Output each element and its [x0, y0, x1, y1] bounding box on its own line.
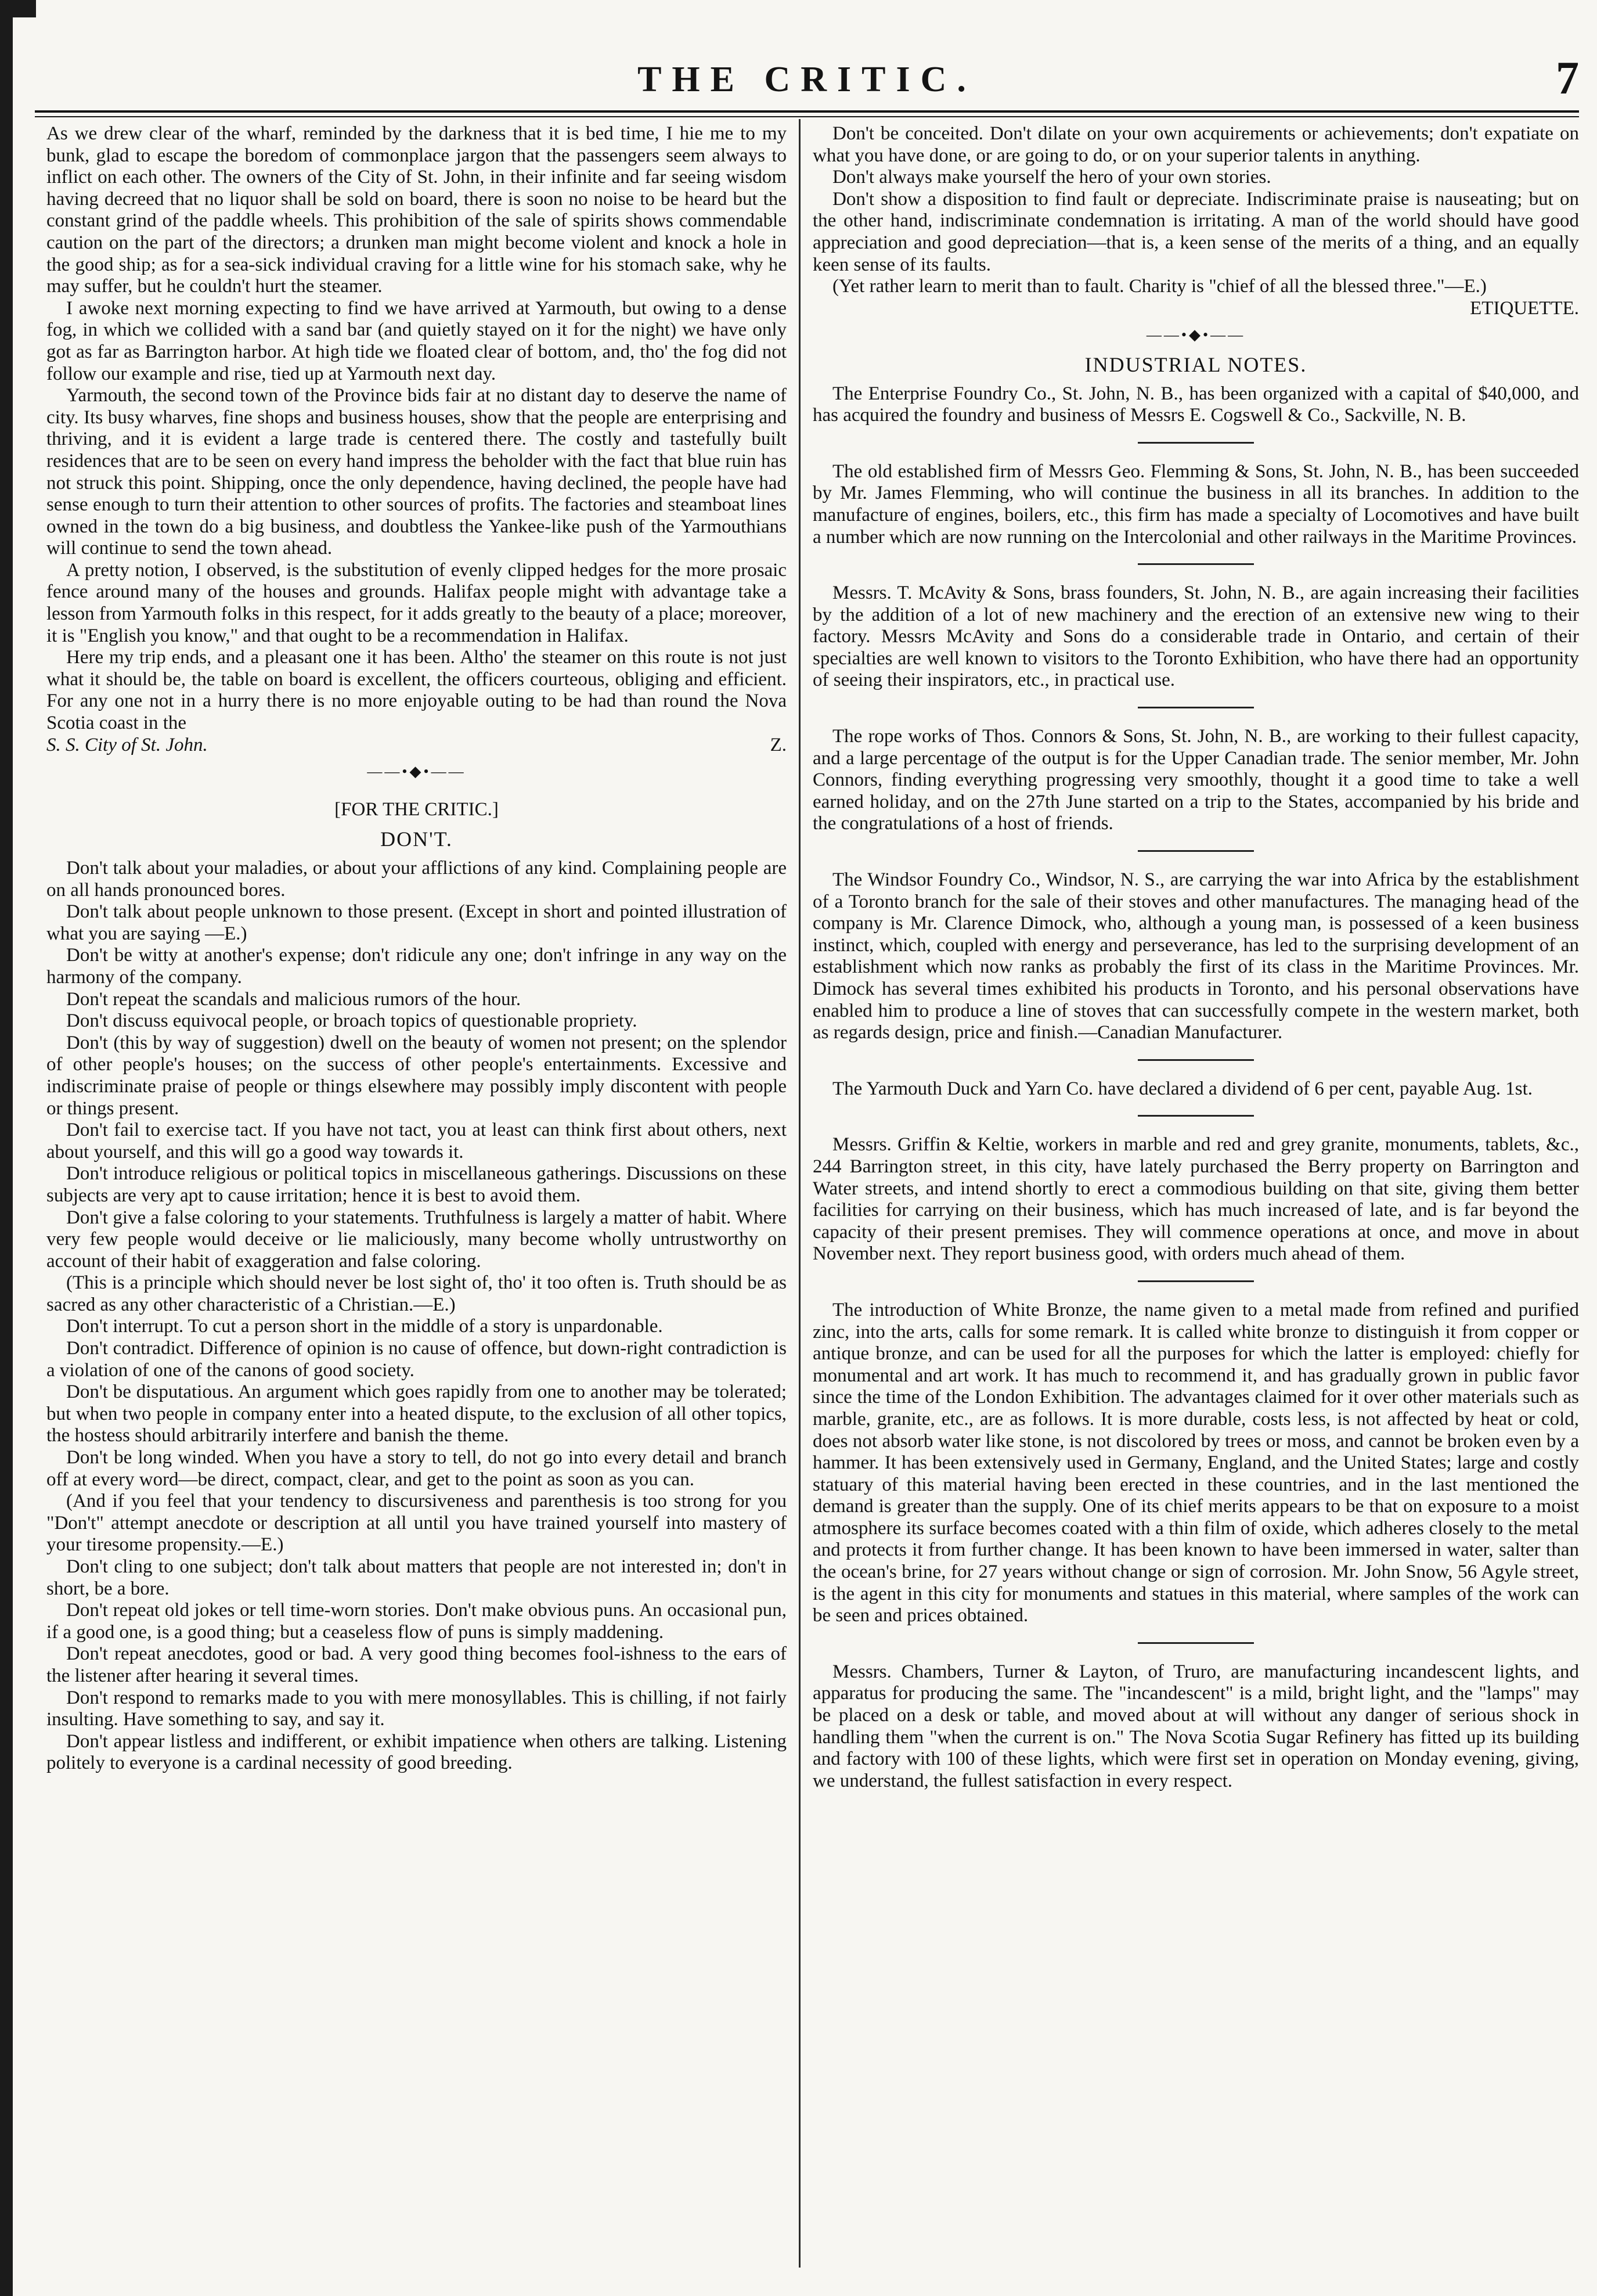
masthead-rule-thin	[35, 116, 1579, 117]
note-divider	[1138, 1059, 1254, 1061]
yarmouth-paragraph: A pretty notion, I observed, is the substitution of evenly clipped hedges for the more prosaic fence around many of the houses and grounds. Halifax people might with advantage take a lesson from Yarmouth folks in this respect, for it adds greatly to the beauty of a place; moreover, it is "English you know," and that ought to be a recommendation in Halifax.	[46, 559, 787, 646]
ship-name: S. S. City of St. John.	[46, 734, 208, 755]
dont-item: Don't show a disposition to find fault or depreciate. Indiscriminate praise is nauseating; but on the other hand, indiscriminate condemnation is irritating. A man of the world should have good appreciation and good depreciation—that is, a keen sense of the merits of a thing, and an equally keen sense of its faults.	[813, 188, 1579, 275]
note-divider	[1138, 1115, 1254, 1117]
industrial-note: The old established firm of Messrs Geo. Flemming & Sons, St. John, N. B., has been succeeded by Mr. James Flemming, who will continue the business in all its branches. In addition to the manufacture of engines, boilers, etc., this firm has made a specialty of Locomotives and have built a number which are now running on the Intercolonial and other railways in the Maritime Provinces.	[813, 460, 1579, 548]
dont-item: Don't repeat the scandals and malicious rumors of the hour.	[66, 988, 521, 1010]
column-divider	[799, 119, 801, 2268]
donts-heading: DON'T.	[380, 827, 453, 851]
byline: [FOR THE CRITIC.]	[334, 798, 499, 820]
dont-item: Don't respond to remarks made to you with mere monosyllables. This is chilling, if not fairly insulting. Have something to say, and say it.	[46, 1687, 787, 1730]
article-signature: ETIQUETTE.	[1470, 297, 1579, 319]
industrial-note: Messrs. T. McAvity & Sons, brass founders, St. John, N. B., are again increasing their facilities by the addition of a lot of new machinery and the erection of an extensive new wing to their factory. Messrs McAvity and Sons do a considerable trade in Ontario, and certain of their specialties are well known to visitors to the Toronto Exhibition, who have there had an opportunity of seeing their inspirators, etc., in practical use.	[813, 582, 1579, 691]
dont-item: Don't cling to one subject; don't talk about matters that people are not interested in; don't in short, be a bore.	[46, 1556, 787, 1599]
note-divider	[1138, 442, 1254, 444]
yarmouth-paragraph: Here my trip ends, and a pleasant one it has been. Altho' the steamer on this route is not just what it should be, the table on board is excellent, the officers courteous, obliging and efficient. For any one not in a hurry there is no more enjoyable outing to be had than round the Nova Scotia coast in the	[46, 647, 787, 734]
dont-item: Don't talk about people unknown to those present. (Except in short and pointed illustration of what you are saying —E.)	[46, 901, 787, 944]
dont-item: Don't fail to exercise tact. If you have not tact, you at least can think first about others, next about yourself, and this will go a good way towards it.	[46, 1120, 787, 1163]
dont-item: (And if you feel that your tendency to discursiveness and parenthesis is too strong for you "Don't" attempt anecdote or description at all until you have trained yourself into mastery of your tiresome propensity.—E.)	[46, 1491, 787, 1556]
scan-corner	[13, 0, 36, 17]
note-divider	[1138, 1280, 1254, 1282]
section-ornament: ——•◆•——	[367, 763, 466, 780]
industrial-note: The introduction of White Bronze, the name given to a metal made from refined and purified zinc, into the arts, calls for some remark. It is called white bronze to distinguish it from copper or antique bronze, and can be used for all the purposes for which the latter is employed: chiefly for monumental and art work. It has much to recommend it, and has gradually grown in public favor since the time of the London Exhibition. The advantages claimed for it over other materials such as marble, granite, etc., are as follows. It is more durable, costs less, is not affected by heat or cold, does not absorb water like stone, is not discolored by trees or moss, and cannot be broken even by a hammer. It has been extensively used in Germany, England, and the United States; large and costly statuary of this material having been erected in these countries, and in the last mentioned the demand is greater than the supply. One of its chief merits appears to be that on exposure to a moist atmosphere its surface becomes coated with a thin film of oxide, which adheres closely to the metal and protects it from further change. It has been known to have been immersed in water, salter than the ocean's brine, for 27 years without change or sign of corrosion. Mr. John Snow, 56 Agyle street, is the agent in this city for monuments and statues in this material, where samples of the work can be seen and prices obtained.	[813, 1299, 1579, 1626]
dont-item: Don't contradict. Difference of opinion is no cause of offence, but down-right contradiction is a violation of one of the canons of good society.	[46, 1338, 787, 1381]
note-divider	[1138, 563, 1254, 565]
industrial-note: Messrs. Griffin & Keltie, workers in marble and red and grey granite, monuments, tablets, &c., 244 Barrington street, in this city, have lately purchased the Berry property on Barrington and Water streets, and intend shortly to erect a commodious building on that site, giving them better facilities for carrying on their business, which has much increased of late, and is far beyond the capacity of their present premises. They will commence operations at once, and move in about November next. They report business good, with orders much ahead of them.	[813, 1134, 1579, 1265]
dont-item: (Yet rather learn to merit than to fault. Charity is "chief of all the blessed three."—E.)	[832, 276, 1487, 297]
yarmouth-paragraph: I awoke next morning expecting to find we have arrived at Yarmouth, but owing to a dense fog, in which we collided with a sand bar (and quietly stayed on it for the night) we have only got as far as Barrington harbor. At high tide we floated clear of bottom, and, tho' the fog did not follow our example and rise, tied up at Yarmouth next day.	[46, 297, 787, 384]
scan-edge	[0, 0, 13, 2296]
industrial-note: The Enterprise Foundry Co., St. John, N. B., has been organized with a capital of $40,000, and has acquired the foundry and business of Messrs E. Cogswell & Co., Sackville, N. B.	[813, 383, 1579, 426]
dont-item: Don't give a false coloring to your statements. Truthfulness is largely a matter of habit. Where very few people would deceive or lie maliciously, many become wholly untrustworthy on account of their habit of exaggeration and false coloring.	[46, 1207, 787, 1272]
yarmouth-paragraph: Yarmouth, the second town of the Province bids fair at no distant day to deserve the name of city. Its busy wharves, fine shops and business houses, show that the people are enterprising and thriving, and it is evident a large trade is centered there. The costly and tastefully built residences that are to be seen on every hand impress the beholder with the fact that blue ruin has not struck this point. Shipping, once the only dependence, having declined, the people have had sense enough to turn their attention to other sources of profits. The factories and steamboat lines owned in the town do a big business, and doubtless the Yankee-like push of the Yarmouthians will continue to send the town ahead.	[46, 385, 787, 559]
yarmouth-signoff	[46, 735, 787, 757]
note-divider	[1138, 1642, 1254, 1644]
dont-item: Don't be disputatious. An argument which goes rapidly from one to another may be tolerated; but when two people in company enter into a heated dispute, to the exclusion of all other topics, the hostess should arbitrarily interfere and banish the theme.	[46, 1381, 787, 1446]
industrial-note: The Yarmouth Duck and Yarn Co. have declared a dividend of 6 per cent, payable Aug. 1st.	[832, 1078, 1533, 1099]
industrial-note: The rope works of Thos. Connors & Sons, St. John, N. B., are working to their fullest capacity, and a large percentage of the output is for the Upper Canadian trade. The senior member, Mr. John Connors, finding everything progressing very smoothly, thought it a good time to take a well earned holiday, and on the 27th June started on a trip to the States, accompanied by his bride and the congratulations of a host of friends.	[813, 726, 1579, 834]
right-column	[813, 123, 1579, 1792]
dont-item: Don't be witty at another's expense; don't ridicule any one; don't infringe in any way on the harmony of the company.	[46, 945, 787, 988]
left-column	[46, 123, 787, 1775]
author-initial: Z.	[770, 734, 787, 755]
dont-item: Don't (this by way of suggestion) dwell on the beauty of women not present; on the splendor of other people's houses; on the success of other people's entertainments. Excessive and indiscriminate praise of people or things elsewhere may possibly imply discontent with people or things present.	[46, 1032, 787, 1119]
note-divider	[1138, 707, 1254, 708]
dont-item: Don't repeat anecdotes, good or bad. A very good thing becomes fool-ishness to the ears of the listener after hearing it several times.	[46, 1643, 787, 1686]
page-number: 7	[1556, 53, 1579, 104]
dont-item: Don't be long winded. When you have a story to tell, do not go into every detail and branch off at every word—be direct, compact, clear, and get to the point as soon as you can.	[46, 1447, 787, 1490]
dont-item: Don't interrupt. To cut a person short in the middle of a story is unpardonable.	[66, 1316, 663, 1337]
industrial-note: The Windsor Foundry Co., Windsor, N. S., are carrying the war into Africa by the establishment of a Toronto branch for the sale of their stoves and other manufactures. The managing head of the company is Mr. Clarence Dimock, who, although a young man, is possessed of a keen business instinct, which, coupled with energy and perseverance, has led to the surprising development of an establishment which now ranks as probably the first of its class in the Maritime Provinces. Mr. Dimock has several times exhibited his products in Toronto, and his personal observations have enabled him to produce a line of stoves that can successfully compete in the western market, both as regards design, price and finish.—Canadian Manufacturer.	[813, 869, 1579, 1043]
yarmouth-paragraph: As we drew clear of the wharf, reminded by the darkness that it is bed time, I hie me to my bunk, glad to escape the boredom of commonplace jargon that the passengers seem always to inflict on each other. The owners of the City of St. John, in their infinite and far seeing wisdom having decreed that no liquor shall be sold on board, there is soon no noise to be heard but the constant grind of the paddle wheels. This prohibition of the sale of spirits shows commendable caution on the part of the directors; a drunken man might become violent and knock a hole in the good ship; as for a sea-sick individual craving for a little wine for his stomach sake, why he may suffer, but he couldn't hurt the steamer.	[46, 123, 787, 297]
note-divider	[1138, 850, 1254, 852]
masthead	[35, 46, 1579, 116]
dont-item: Don't introduce religious or political topics in miscellaneous gatherings. Discussions on these subjects are very apt to cause irritation; hence it is best to avoid them.	[46, 1163, 787, 1206]
newspaper-title: THE CRITIC.	[637, 60, 976, 99]
industrial-note: Messrs. Chambers, Turner & Layton, of Truro, are manufacturing incandescent lights, and apparatus for producing the same. The "incandescent" is a mild, bright light, and the "lamps" may be placed on a desk or table, and moved about at will without any danger of serious shock in handling them "when the current is on." The Nova Scotia Sugar Refinery has fitted up its building and factory with 100 of these lights, which were first set in operation on Monday evening, giving, we understand, the fullest satisfaction in every respect.	[813, 1661, 1579, 1791]
dont-item: Don't discuss equivocal people, or broach topics of questionable propriety.	[66, 1010, 637, 1032]
dont-item: Don't always make yourself the hero of your own stories.	[832, 167, 1271, 188]
section-ornament: ——•◆•——	[1146, 326, 1246, 344]
industrial-notes-heading: INDUSTRIAL NOTES.	[1084, 352, 1307, 376]
dont-item: (This is a principle which should never be lost sight of, tho' it too often is. Truth should be as sacred as any other characteristic of a Christian.—E.)	[46, 1272, 787, 1315]
dont-item: Don't talk about your maladies, or about your afflictions of any kind. Complaining people are on all hands pronounced bores.	[46, 858, 787, 901]
dont-item: Don't appear listless and indifferent, or exhibit impatience when others are talking. Listening politely to everyone is a cardinal necessity of good breeding.	[46, 1730, 787, 1774]
dont-item: Don't repeat old jokes or tell time-worn stories. Don't make obvious puns. An occasional pun, if a good one, is a good thing; but a ceaseless flow of puns is simply maddening.	[46, 1600, 787, 1643]
dont-item: Don't be conceited. Don't dilate on your own acquirements or achievements; don't expatiate on what you have done, or are going to do, or on your superior talents in anything.	[813, 123, 1579, 166]
masthead-rule-thick	[35, 110, 1579, 113]
